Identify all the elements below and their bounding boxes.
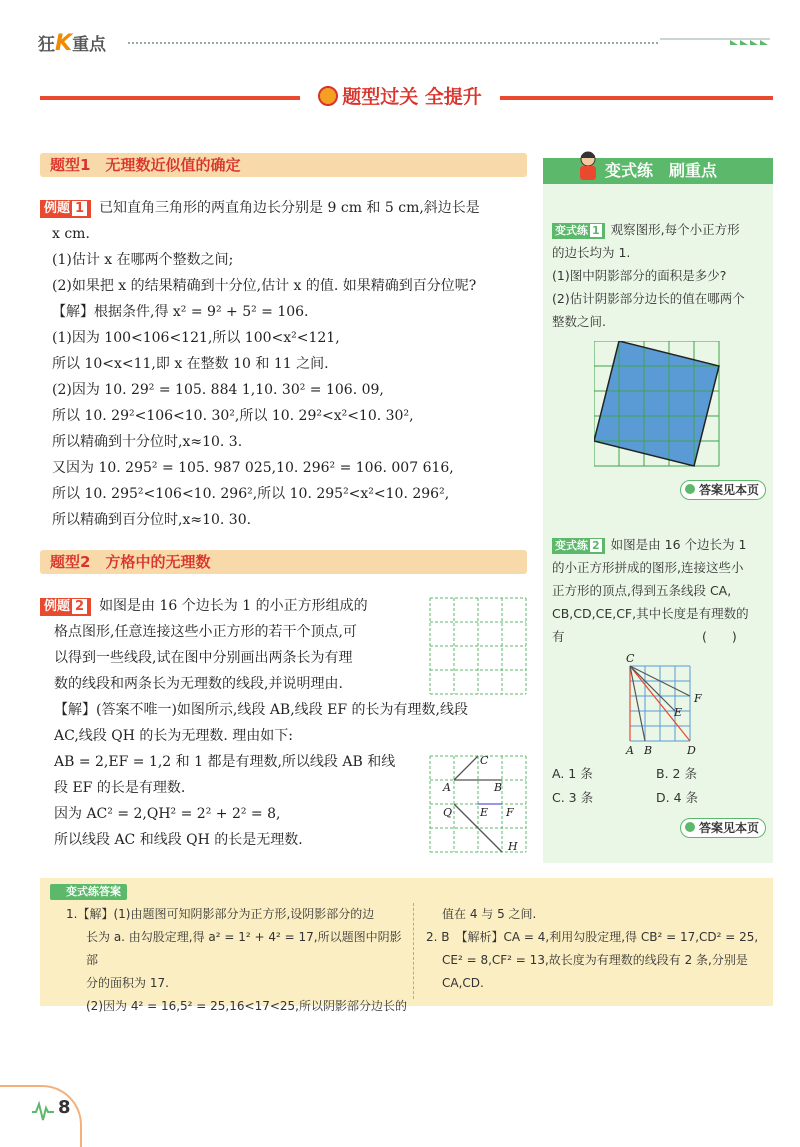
- answers-title: 变式练答案: [50, 884, 127, 900]
- label-f: F: [506, 806, 514, 819]
- brand-logo: 狂K重点: [38, 31, 107, 56]
- section2-title: 题型2 方格中的无理数: [40, 550, 527, 574]
- option-c[interactable]: C. 3 条: [552, 790, 594, 805]
- label-b: B: [494, 781, 503, 794]
- side-panel-title: 变式练 刷重点: [543, 158, 773, 184]
- fig2-label-d: D: [687, 744, 696, 757]
- answer-link-button[interactable]: 答案见本页: [680, 480, 766, 500]
- header-arrows-icon: [660, 36, 770, 46]
- section2-body-bottom: 【解】(答案不唯一)如图所示,线段 AB,线段 EF 的长为有理数,线段 AC,线段 QH 的长为无理数. 理由如下: AB = 2,EF = 1,2 和 1 都是有理数,所以线段 AB 和线 段 EF 的长是有理数. 因为 AC² = 2,QH² = 2² + 2² = 8, 所以线段 AC 和线段 QH 的长是无理数.: [54, 702, 468, 848]
- shaded-square: [594, 341, 719, 466]
- page-number: 8: [58, 1097, 71, 1118]
- answers-left: 1.【解】(1)由题图可知阴影部分为正方形,设阴影部分的边 长为 a. 由勾股定理,得 a² = 1² + 4² = 17,所以题图中阴影部 分的面积为 17. (2)因为 4² = 16,5² = 25,16<17<25,所以阴影部分边长的: [66, 907, 407, 1013]
- fig2-label-b: B: [644, 744, 653, 757]
- banner-icon: [318, 86, 338, 106]
- fig2-label-c: C: [626, 652, 635, 665]
- label-e: E: [480, 806, 489, 819]
- dotted-grid-figure: [428, 596, 528, 696]
- answers-divider: [413, 903, 414, 999]
- student-icon: [575, 150, 601, 182]
- header-divider: [128, 42, 658, 44]
- segments-grid-figure: [428, 754, 538, 854]
- variant-tag: 变式练 1: [552, 223, 605, 239]
- key-icon: [685, 822, 695, 832]
- variant2-text: 变式练 2 如图是由 16 个边长为 1 的小正方形拼成的图形,连接这些小 正方形的顶点,得到五条线段 CA, CB,CD,CE,CF,其中长度是有理数的 有 ( ): [552, 537, 749, 644]
- fig2-label-a: A: [626, 744, 634, 757]
- label-q: Q: [443, 806, 453, 819]
- option-b[interactable]: B. 2 条: [656, 766, 697, 781]
- label-c: C: [480, 754, 489, 767]
- answer-link-button-2[interactable]: 答案见本页: [680, 818, 766, 838]
- fig2-label-e: E: [674, 706, 683, 719]
- variant1-text: 变式练 1 观察图形,每个小正方形 的边长均为 1. (1)图中阴影部分的面积是多少? (2)估计阴影部分边长的值在哪两个 整数之间.: [552, 222, 745, 329]
- option-a[interactable]: A. 1 条: [552, 766, 593, 781]
- label-h: H: [508, 840, 518, 853]
- label-a: A: [443, 781, 451, 794]
- banner-line-right: [500, 96, 773, 100]
- variant2-grid-figure: [612, 652, 712, 760]
- banner-line-left: [40, 96, 300, 100]
- page-banner: 题型过关 全提升: [300, 82, 500, 112]
- key-icon: [685, 484, 695, 494]
- example-tag: 例题 1: [40, 200, 91, 218]
- section1-body: 例题 1 已知直角三角形的两直角边长分别是 9 cm 和 5 cm,斜边长是 x cm. (1)估计 x 在哪两个整数之间; (2)如果把 x 的结果精确到十分位,估计 x 的值. 如果精确到百分位呢? 【解】根据条件,得 x² = 9² + 5² = 106. (1)因为 100<106<121,所以 100<x²<121, 所以 10<x<11,即 x 在整数 10 和 11 之间. (2)因为 10. 29² = 105. 884 1,10. 30² = 106. 09, 所以 10. 29²<106<10. 30²,所以 10. 29²<x²<10. 30², 所以精确到十分位时,x≈10. 3. 又因为 10. 295² = 105. 987 025,10. 296² = 106. 007 616, 所以 10. 295²<106<10. 296²,所以 10. 295²<x²<10. 296², 所以精确到百分位时,x≈10. 30.: [40, 195, 530, 533]
- example-tag: 例题 2: [40, 598, 91, 616]
- variant-tag: 变式练 2: [552, 538, 605, 554]
- fig2-label-f: F: [694, 692, 702, 705]
- option-d[interactable]: D. 4 条: [656, 790, 698, 805]
- section2-body-top: 例题 2 如图是由 16 个边长为 1 的小正方形组成的 格点图形,任意连接这些小正方形的若干个顶点,可 以得到一些线段,试在图中分别画出两条长为有理 数的线段和两条长为无理数的线段,并说明理由.: [40, 593, 420, 697]
- variant1-grid-figure: [594, 341, 720, 467]
- page-number-icon: [30, 1100, 56, 1122]
- section1-title: 题型1 无理数近似值的确定: [40, 153, 527, 177]
- segment-ac: [454, 756, 478, 780]
- answers-right: 值在 4 与 5 之间. 2. B 【解析】CA = 4,利用勾股定理,得 CB² = 17,CD² = 25, CE² = 8,CF² = 13,故长度为有理数的线段有 2 条,分别是 CA,CD.: [426, 907, 759, 990]
